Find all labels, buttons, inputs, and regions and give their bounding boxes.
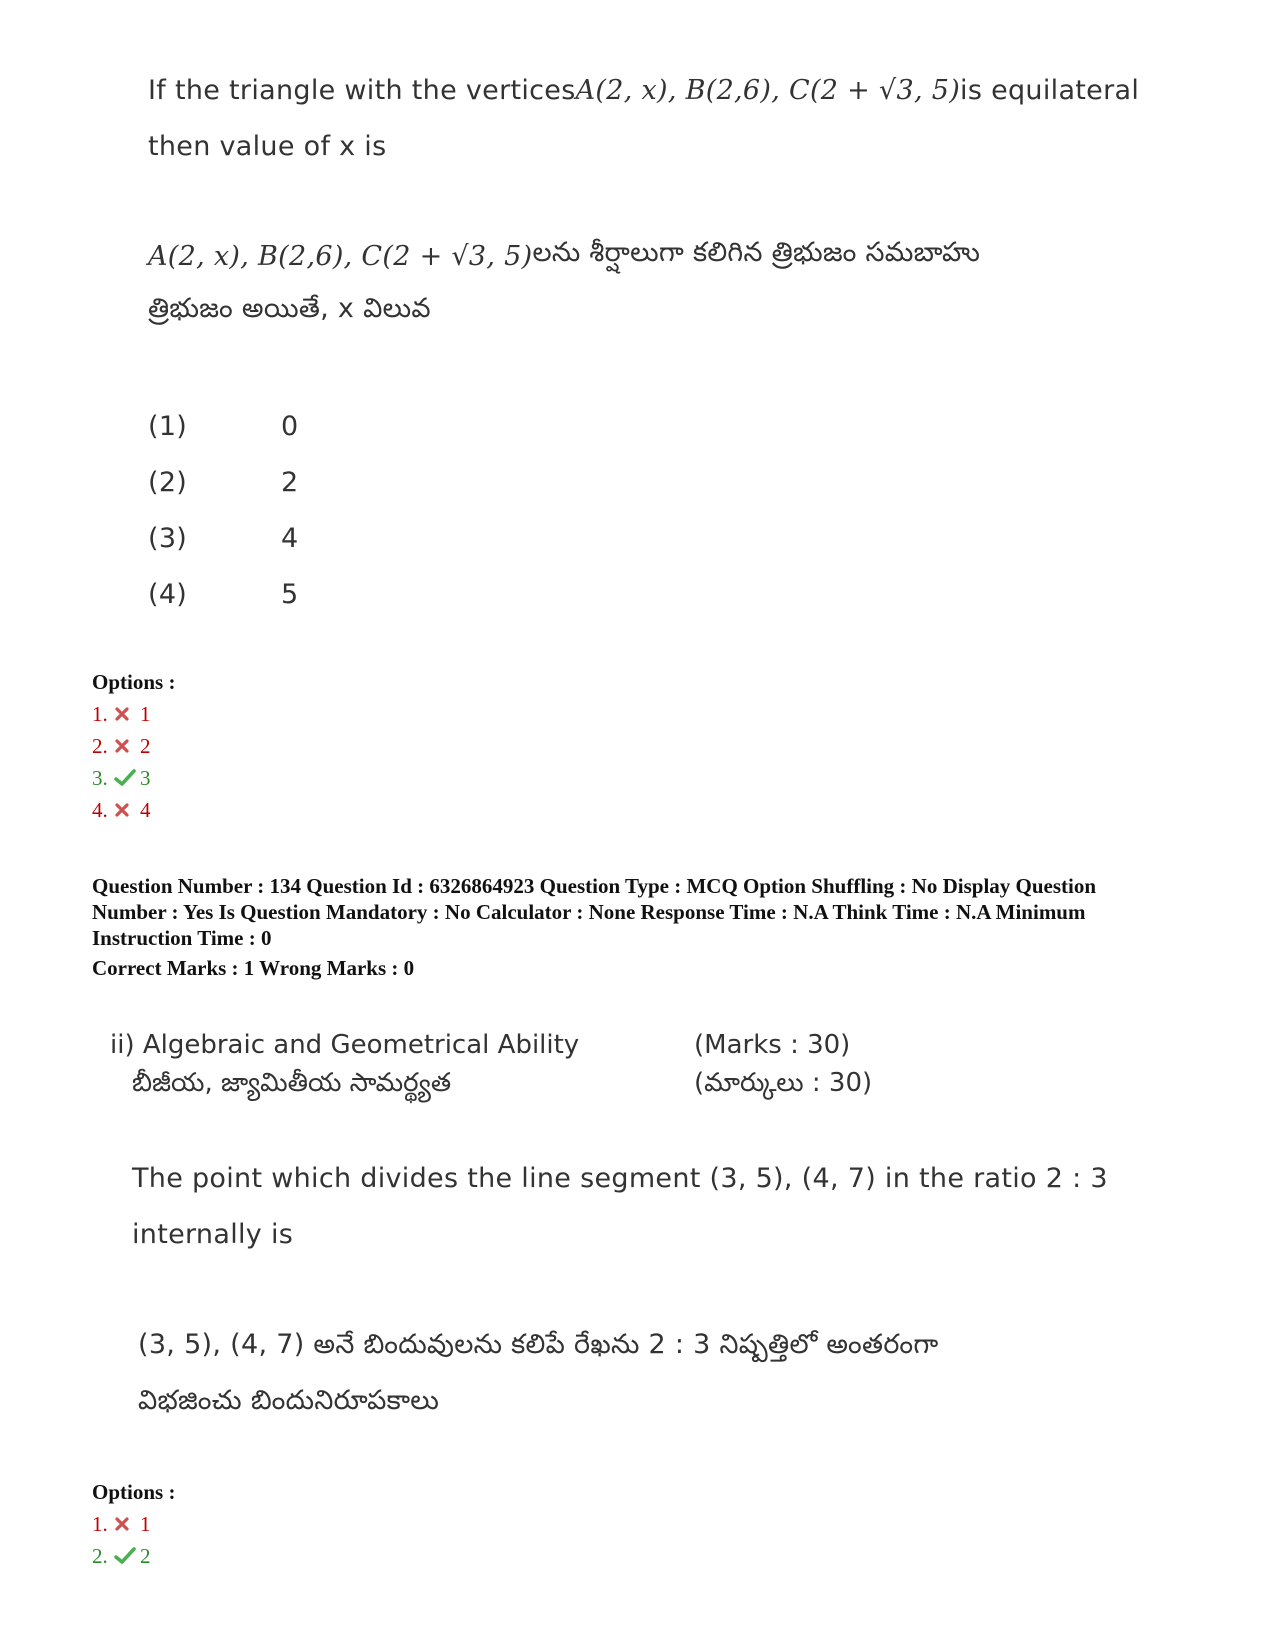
choice-list [148,398,298,622]
choice-number: (1) [148,410,188,442]
question-block [148,62,1148,174]
option-value: 4 [140,797,151,822]
choice-item [148,454,298,510]
option-number: 4. [92,797,108,822]
meta-line: Question Number : 134 Question Id : 6326864923 Question Type : MCQ Option Shuffling : No Display Question [92,874,1097,898]
question-en-line-1 [148,62,1148,118]
cross-icon [114,738,140,754]
math-expression: A(2, x), B(2,6), C(2 + √3, 5) [575,74,961,106]
choice-value: 4 [281,522,299,554]
option-row [92,1540,175,1572]
check-icon [114,769,140,787]
option-row [92,762,175,794]
cross-icon [114,706,140,722]
options-section [92,666,175,826]
question-en-line-1: The point which divides the line segment (3, 5), (4, 7) in the ratio 2 : 3 [132,1162,1108,1194]
question-text: లను శీర్షాలుగా కలిగిన త్రిభుజం సమబాహు [532,237,981,268]
question-te-line-2: విభజించు బిందునిరూపకాలు [138,1385,440,1416]
question-block [132,1150,1162,1262]
choice-item [148,398,298,454]
math-expression: A(2, x), B(2,6), C(2 + √3, 5) [148,240,533,272]
meta-line: Instruction Time : 0 [92,926,272,950]
options-section [92,1476,175,1572]
options-label: Options : [92,670,176,694]
section-marks-te: (మార్కులు : 30) [694,1068,873,1098]
section-title-en: ii) Algebraic and Geometrical Ability [110,1030,580,1060]
choice-value: 5 [281,578,299,610]
choice-value: 0 [281,410,299,442]
choice-value: 2 [281,466,299,498]
choice-number: (2) [148,466,188,498]
option-row [92,794,175,826]
choice-item [148,566,298,622]
section-marks-en: (Marks : 30) [694,1030,851,1060]
question-te-line-2: త్రిభుజం అయితే, x విలువ [148,293,431,324]
question-te-line-1 [148,228,1148,284]
question-text: If the triangle with the vertices [148,74,576,106]
choice-item [148,510,298,566]
option-number: 1. [92,1511,108,1536]
option-number: 3. [92,765,108,790]
cross-icon [114,802,140,818]
option-row [92,730,175,762]
option-number: 2. [92,733,108,758]
option-number: 1. [92,701,108,726]
question-te-block [138,1320,1168,1432]
question-en-line-2: internally is [132,1218,294,1250]
option-value: 2 [140,733,151,758]
option-value: 3 [140,765,151,790]
option-value: 1 [140,701,151,726]
question-text: is equilateral [960,74,1140,106]
option-row [92,698,175,730]
option-value: 1 [140,1511,151,1536]
option-value: 2 [140,1543,151,1568]
question-te-line-1: (3, 5), (4, 7) అనే బిందువులను కలిపే రేఖను 2 : 3 నిష్పత్తిలో అంతరంగా [138,1329,939,1360]
meta-line: Number : Yes Is Question Mandatory : No Calculator : None Response Time : N.A Think Time : N.A Minimum [92,900,1086,924]
option-row [92,1508,175,1540]
cross-icon [114,1516,140,1532]
choice-number: (4) [148,578,188,610]
question-en-line-2: then value of x is [148,130,387,162]
option-number: 2. [92,1543,108,1568]
question-meta [92,873,1202,981]
options-label: Options : [92,1480,176,1504]
question-te-block [148,228,1148,340]
section-title-te: బీజీయ, జ్యామితీయ సామర్థ్యత [132,1068,452,1098]
marks-line: Correct Marks : 1 Wrong Marks : 0 [92,956,415,980]
choice-number: (3) [148,522,188,554]
check-icon [114,1547,140,1565]
